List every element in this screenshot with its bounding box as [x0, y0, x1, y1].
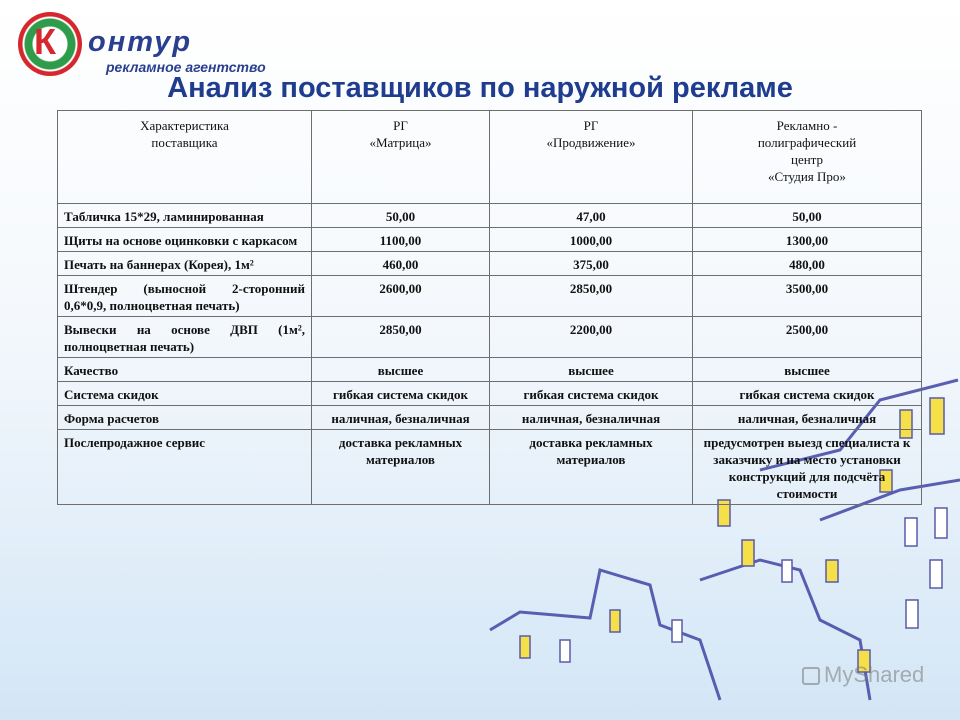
header-line: «Студия Про»	[768, 169, 846, 184]
table-cell: наличная, безналичная	[490, 406, 693, 430]
header-line: РГ	[393, 118, 408, 133]
table-cell: 480,00	[693, 252, 922, 276]
table-cell: 460,00	[312, 252, 490, 276]
header-line: «Продвижение»	[546, 135, 636, 150]
table-cell: наличная, безналичная	[693, 406, 922, 430]
header-supplier-prodvizhenie	[490, 111, 693, 204]
table-cell: 375,00	[490, 252, 693, 276]
header-line: Характеристика	[140, 118, 229, 133]
table-cell: высшее	[490, 358, 693, 382]
table-cell: 1300,00	[693, 228, 922, 252]
logo-subtitle: рекламное агентство	[106, 59, 266, 75]
table-header-row	[58, 111, 922, 204]
header-characteristic	[58, 111, 312, 204]
row-label: Печать на баннерах (Корея), 1м²	[58, 252, 312, 276]
watermark	[802, 660, 942, 690]
header-supplier-matrix	[312, 111, 490, 204]
table-cell: 2600,00	[312, 276, 490, 317]
header-supplier-studio-pro	[693, 111, 922, 204]
table-row	[58, 358, 922, 382]
table-cell: 1000,00	[490, 228, 693, 252]
table-cell: гибкая система скидок	[693, 382, 922, 406]
table-cell: 2850,00	[490, 276, 693, 317]
row-label: Послепродажное сервис	[58, 430, 312, 505]
table-cell: 2200,00	[490, 317, 693, 358]
row-label: Система скидок	[58, 382, 312, 406]
table-row	[58, 382, 922, 406]
header-line: центр	[790, 152, 824, 167]
header-line: «Матрица»	[369, 135, 432, 150]
table-cell: 2850,00	[312, 317, 490, 358]
table-row	[58, 276, 922, 317]
header-line: полиграфический	[757, 135, 857, 150]
logo-letter: К	[34, 21, 56, 62]
row-label: Вывески на основе ДВП (1м², полноцветная печать)	[58, 317, 312, 358]
table-cell: высшее	[312, 358, 490, 382]
table-cell: 3500,00	[693, 276, 922, 317]
table-row	[58, 204, 922, 228]
watermark-icon	[802, 667, 820, 685]
row-label: Форма расчетов	[58, 406, 312, 430]
watermark-text: MyShared	[824, 662, 925, 687]
header-line: РГ	[583, 118, 599, 133]
table-cell: 47,00	[490, 204, 693, 228]
table-cell: 1100,00	[312, 228, 490, 252]
table-cell: 50,00	[693, 204, 922, 228]
table-row	[58, 430, 922, 505]
row-label: Качество	[58, 358, 312, 382]
logo-name: онтур	[88, 26, 193, 58]
table-cell: наличная, безналичная	[312, 406, 490, 430]
header-line: Рекламно -	[776, 118, 838, 133]
row-label: Табличка 15*29, ламинированная	[58, 204, 312, 228]
table-cell: 50,00	[312, 204, 490, 228]
table-cell: доставка рекламных материалов	[490, 430, 693, 505]
table-cell: 2500,00	[693, 317, 922, 358]
table-cell: доставка рекламных материалов	[312, 430, 490, 505]
page-title: Анализ поставщиков по наружной рекламе	[167, 72, 793, 104]
row-label: Щиты на основе оцинковки с каркасом	[58, 228, 312, 252]
table-cell: предусмотрен выезд специалиста к заказчику и на место установки конструкций для подсчёта стоимости	[693, 430, 922, 505]
table-cell: гибкая система скидок	[490, 382, 693, 406]
header-line: поставщика	[151, 135, 218, 150]
table-row	[58, 406, 922, 430]
table-row	[58, 228, 922, 252]
table-cell: высшее	[693, 358, 922, 382]
suppliers-table	[57, 110, 922, 505]
table-row	[58, 252, 922, 276]
row-label: Штендер (выносной 2-сторонний 0,6*0,9, полноцветная печать)	[58, 276, 312, 317]
table-row	[58, 317, 922, 358]
table-cell: гибкая система скидок	[312, 382, 490, 406]
